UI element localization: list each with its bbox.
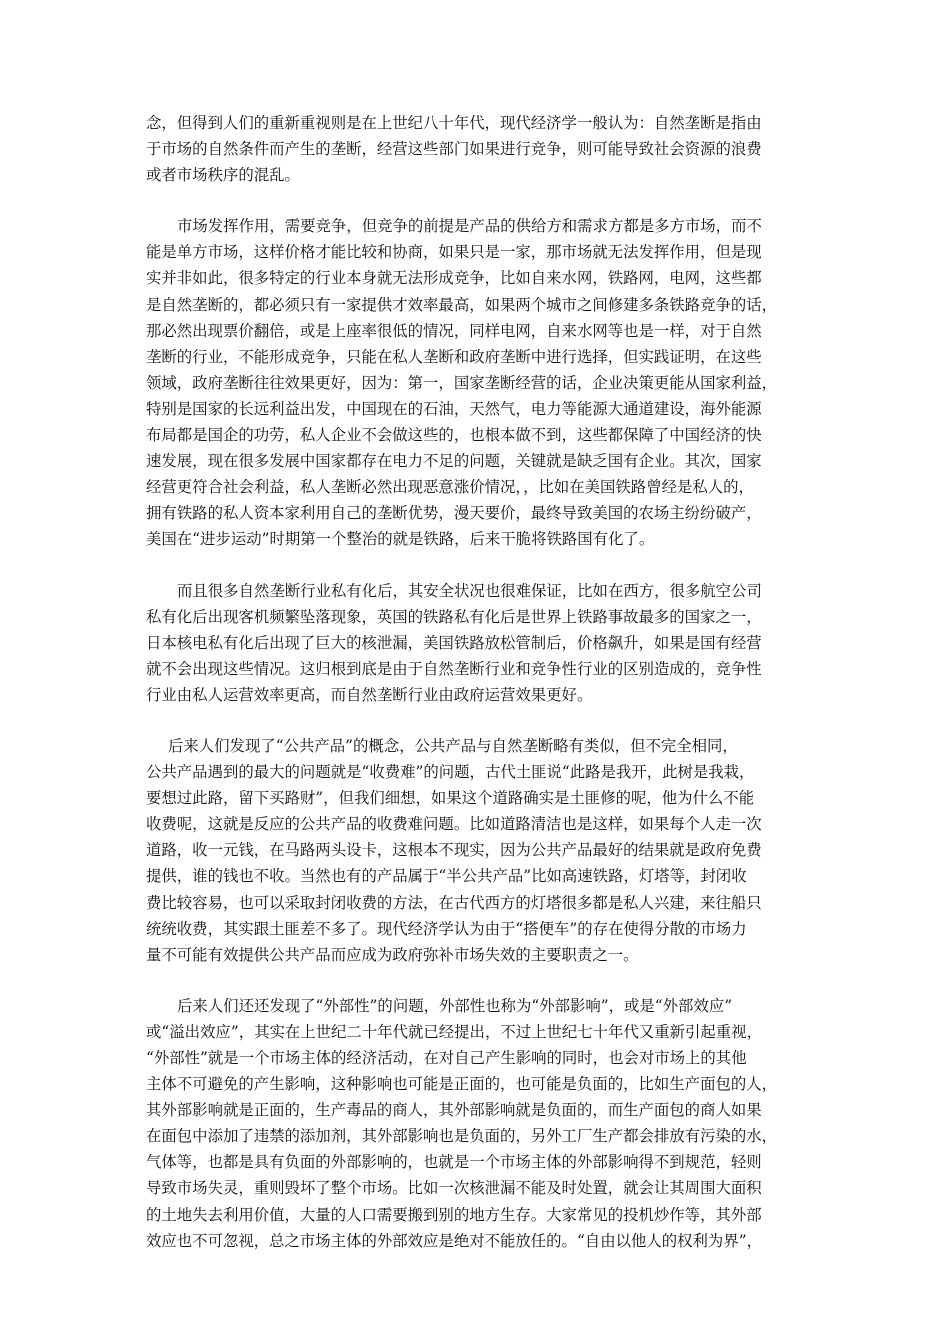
text-line: 后来人们发现了“公共产品”的概念，公共产品与自然垄断略有类似，但不完全相同， <box>168 736 738 755</box>
text-line: 私有化后出现客机频繁坠落现象，英国的铁路私有化后是世界上铁路事故最多的国家之一， <box>146 607 762 626</box>
text-line: 量不可能有效提供公共产品而应成为政府弥补市场失效的主要职责之一。 <box>146 945 639 964</box>
paragraph-3 <box>146 578 812 708</box>
text-line: 或者市场秩序的混乱。 <box>146 166 300 185</box>
document-page <box>146 110 812 1279</box>
text-line: 拥有铁路的私人资本家利用自己的垄断优势，漫天要价，最终导致美国的农场主纷纷破产， <box>146 504 762 523</box>
text-line: 公共产品遇到的最大的问题就是“收费难”的问题，古代土匪说“此路是我开，此树是我栽， <box>146 763 755 782</box>
paragraph-4 <box>146 733 812 968</box>
text-line: 速发展，现在很多发展中国家都存在电力不足的问题，关键就是缺乏国有企业。其次，国家 <box>146 452 762 471</box>
text-line: 要想过此路，留下买路财”，但我们细想，如果这个道路确实是土匪修的呢，他为什么不能 <box>146 789 755 808</box>
text-line: 市场发挥作用，需要竞争，但竞争的前提是产品的供给方和需求方都是多方市场，而不 <box>177 217 762 236</box>
text-line: 经营更符合社会利益，私人垄断必然出现恶意涨价情况，，比如在美国铁路曾经是私人的， <box>146 478 754 497</box>
text-line: 美国在“进步运动”时期第一个整治的就是铁路，后来干脆将铁路国有化了。 <box>146 530 655 549</box>
text-line: 的土地失去利用价值，大量的人口需要搬到别的地方生存。大家常见的投机炒作等，其外部 <box>146 1205 762 1224</box>
text-line: 能是单方市场，这样价格才能比较和协商，如果只是一家，那市场就无法发挥作用，但是现 <box>146 243 762 262</box>
paragraph-2 <box>146 213 812 552</box>
text-line: 那必然出现票价翻倍，或是上座率很低的情况，同样电网，自来水网等也是一样，对于自然 <box>146 321 762 340</box>
text-line: 于市场的自然条件而产生的垄断，经营这些部门如果进行竞争，则可能导致社会资源的浪费 <box>146 140 762 159</box>
text-line: 垄断的行业，不能形成竞争，只能在私人垄断和政府垄断中进行选择，但实践证明，在这些 <box>146 347 762 366</box>
text-line: 特别是国家的长远利益出发，中国现在的石油，天然气，电力等能源大通道建设，海外能源 <box>146 399 762 418</box>
text-line: 其外部影响就是正面的，生产毒品的商人，其外部影响就是负面的，而生产面包的商人如果 <box>146 1101 762 1120</box>
text-line: 效应也不可忽视，总之市场主体的外部效应是绝对不能放任的。“自由以他人的权利为界”， <box>146 1231 762 1250</box>
text-line: “外部性”就是一个市场主体的经济活动，在对自己产生影响的同时，也会对市场上的其他 <box>146 1049 747 1067</box>
paragraph-1 <box>146 110 812 188</box>
text-line: 提供，谁的钱也不收。当然也有的产品属于“半公共产品”比如高速铁路，灯塔等，封闭收 <box>146 867 747 886</box>
text-line: 念，但得到人们的重新重视则是在上世纪八十年代，现代经济学一般认为：自然垄断是指由 <box>146 114 762 132</box>
text-line: 是自然垄断的，都必须只有一家提供才效率最高，如果两个城市之间修建多条铁路竞争的话， <box>146 295 778 314</box>
text-line: 实并非如此，很多特定的行业本身就无法形成竞争，比如自来水网，铁路网，电网，这些都 <box>146 269 762 288</box>
text-line: 行业由私人运营效率更高，而自然垄断行业由政府运营效果更好。 <box>146 685 593 704</box>
text-line: 在面包中添加了违禁的添加剂，其外部影响也是负面的，另外工厂生产都会排放有污染的水， <box>146 1127 778 1146</box>
text-line: 道路，收一元钱，在马路两头设卡，这根本不现实，因为公共产品最好的结果就是政府免费 <box>146 841 762 860</box>
text-line: 或“溢出效应”，其实在上世纪二十年代就已经提出，不过上世纪七十年代又重新引起重视， <box>146 1022 762 1041</box>
text-line: 领域，政府垄断往往效果更好，因为：第一，国家垄断经营的话，企业决策更能从国家利益， <box>146 373 778 392</box>
text-line: 费比较容易，也可以采取封闭收费的方法，在古代西方的灯塔很多都是私人兴建，来往船只 <box>146 893 762 912</box>
text-line: 布局都是国企的功劳，私人企业不会做这些的，也根本做不到，这些都保障了中国经济的快 <box>146 426 762 445</box>
text-line: 导致市场失灵，重则毁坏了整个市场。比如一次核泄漏不能及时处置，就会让其周围大面积 <box>146 1179 762 1198</box>
text-line: 日本核电私有化后出现了巨大的核泄漏，美国铁路放松管制后，价格飙升，如果是国有经营 <box>146 633 762 652</box>
text-line: 收费呢，这就是反应的公共产品的收费难问题。比如道路清洁也是这样，如果每个人走一次 <box>146 815 762 834</box>
text-line: 而且很多自然垄断行业私有化后，其安全状况也很难保证，比如在西方，很多航空公司 <box>177 581 762 600</box>
text-line: 主体不可避免的产生影响，这种影响也可能是正面的，也可能是负面的，比如生产面包的人， <box>146 1075 778 1094</box>
text-line: 气体等，也都是具有负面的外部影响的，也就是一个市场主体的外部影响得不到规范，轻则 <box>146 1153 762 1172</box>
text-line: 就不会出现这些情况。这归根到底是由于自然垄断行业和竞争性行业的区别造成的，竞争性 <box>146 659 762 678</box>
paragraph-5 <box>146 993 812 1254</box>
text-line: 后来人们还还发现了“外部性”的问题，外部性也称为“外部影响”，或是“外部效应” <box>177 996 733 1015</box>
text-line: 统统收费，其实跟土匪差不多了。现代经济学认为由于“搭便车”的存在使得分散的市场力 <box>146 919 747 938</box>
